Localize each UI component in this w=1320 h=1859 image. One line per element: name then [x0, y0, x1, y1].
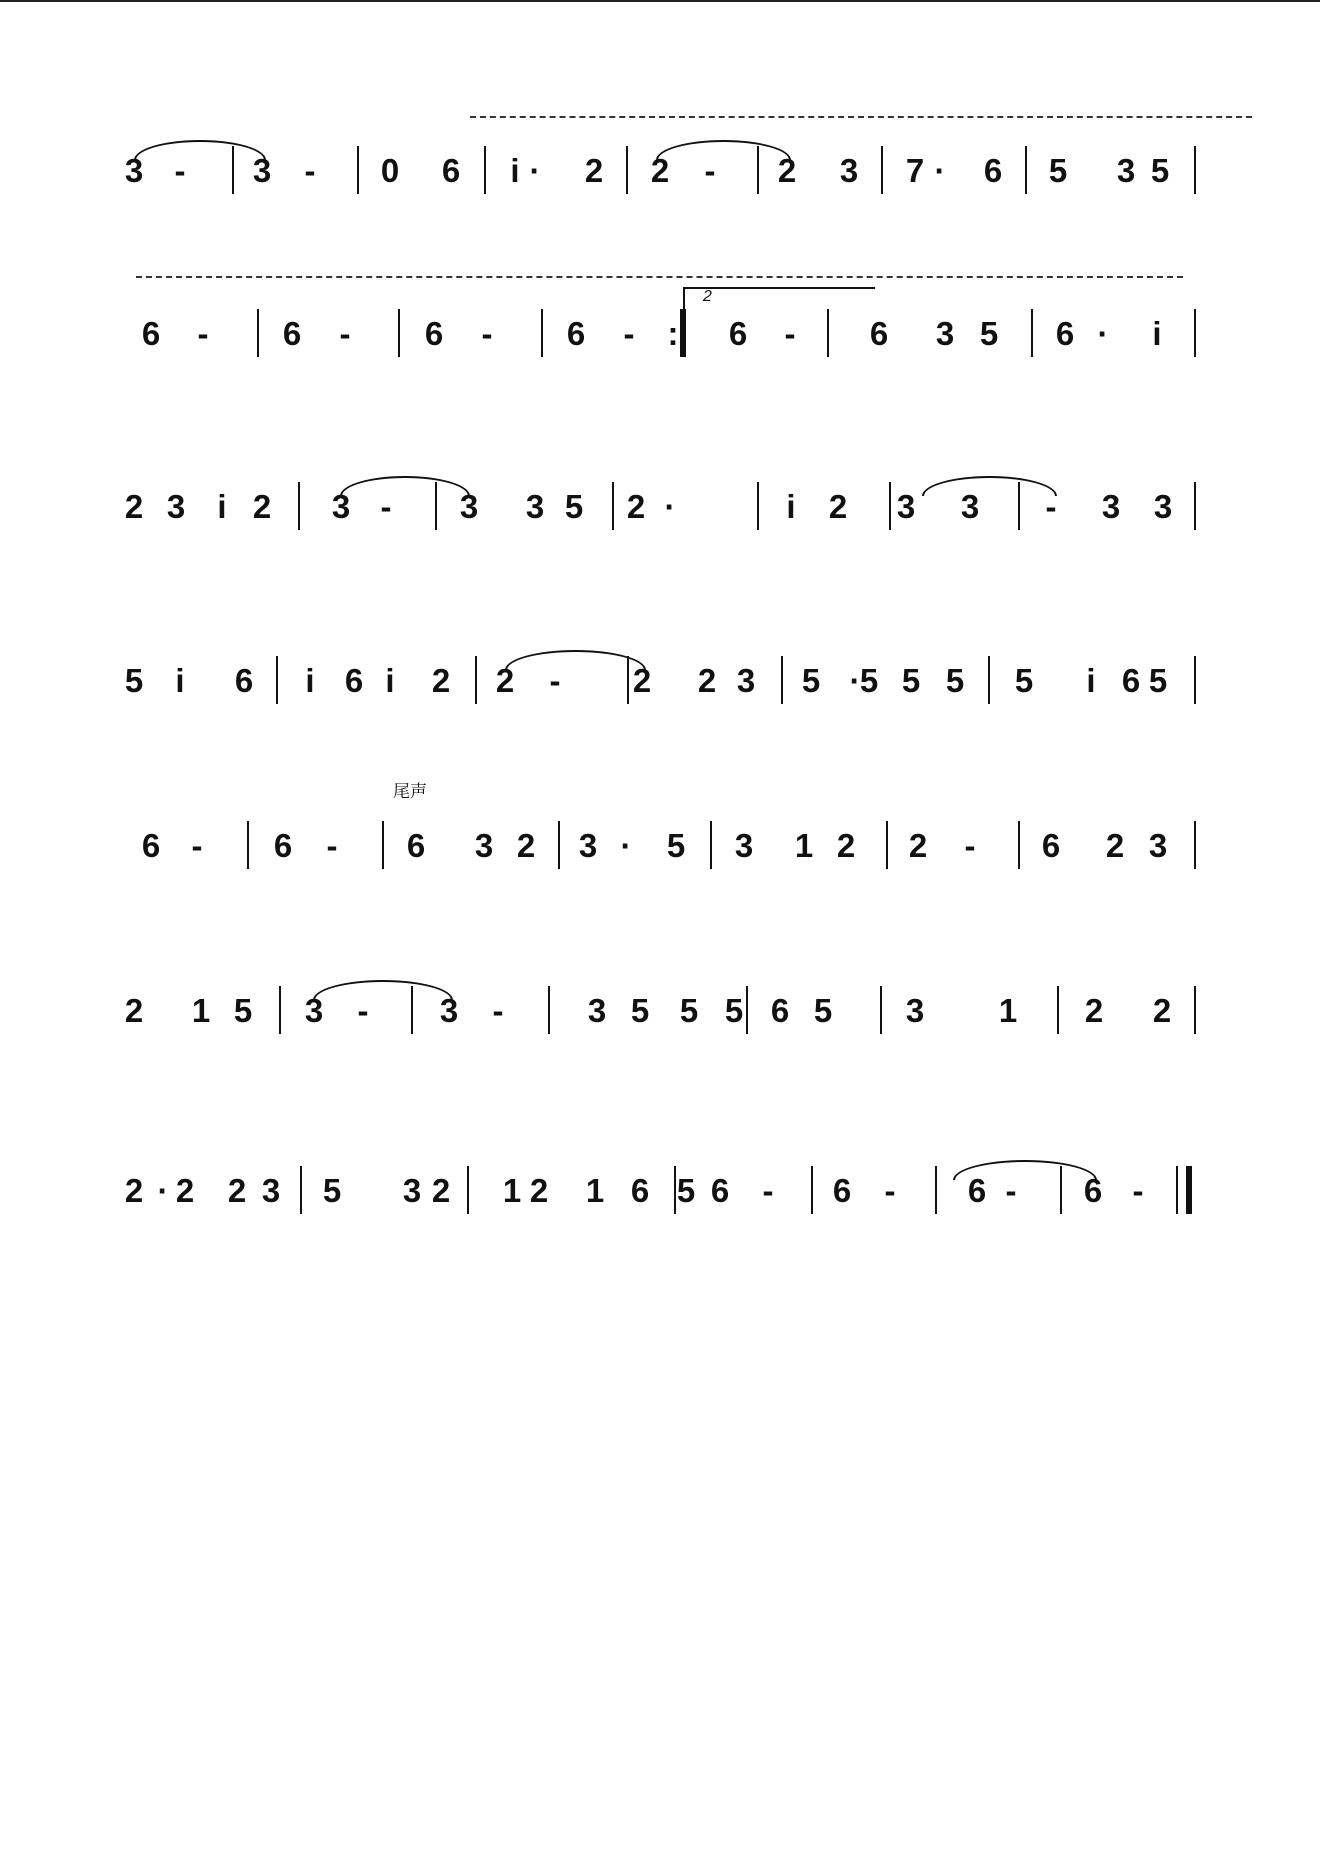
note: 6	[273, 827, 293, 864]
note: 2	[777, 152, 797, 189]
note: 2	[124, 992, 144, 1029]
score-system	[0, 490, 1320, 570]
barline	[247, 821, 249, 869]
barline	[1057, 986, 1059, 1034]
note: i	[510, 152, 520, 189]
note: 2	[252, 488, 272, 525]
note: -	[481, 315, 493, 352]
note: -	[191, 827, 203, 864]
note: 2	[431, 1172, 451, 1209]
note: 6	[728, 315, 748, 352]
note: 2	[1084, 992, 1104, 1029]
note: -	[1005, 1172, 1017, 1209]
barline	[467, 1166, 469, 1214]
note: 2	[495, 662, 515, 699]
dashed-extension-line	[470, 116, 1252, 118]
note: i	[217, 488, 227, 525]
barline	[674, 1166, 676, 1214]
note: 2	[1152, 992, 1172, 1029]
note: -	[1132, 1172, 1144, 1209]
barline	[1194, 482, 1196, 530]
note: 1	[998, 992, 1018, 1029]
barline	[276, 656, 278, 704]
note: 2	[908, 827, 928, 864]
note: 3	[578, 827, 598, 864]
score-system	[0, 994, 1320, 1074]
note: 5	[979, 315, 999, 352]
note: 6	[566, 315, 586, 352]
final-barline-thick	[1186, 1166, 1192, 1214]
note: 3	[1101, 488, 1121, 525]
note: 3	[252, 152, 272, 189]
section-label: 尾声	[393, 782, 427, 802]
note: -	[623, 315, 635, 352]
score-system	[0, 664, 1320, 744]
note: 3	[587, 992, 607, 1029]
note: 6	[441, 152, 461, 189]
note: 3	[935, 315, 955, 352]
barline	[279, 986, 281, 1034]
note: 2	[516, 827, 536, 864]
note: 3	[166, 488, 186, 525]
note: 6	[630, 1172, 650, 1209]
barline	[988, 656, 990, 704]
barline	[298, 482, 300, 530]
note: -	[964, 827, 976, 864]
note: 2	[529, 1172, 549, 1209]
note: -	[357, 992, 369, 1029]
note: 3	[896, 488, 916, 525]
note: i	[1152, 315, 1162, 352]
tie-slur	[922, 476, 1057, 496]
note: 2	[1105, 827, 1125, 864]
note: 5	[1048, 152, 1068, 189]
note: 6	[344, 662, 364, 699]
note: 5	[945, 662, 965, 699]
tie-slur	[953, 1160, 1097, 1180]
note: -	[326, 827, 338, 864]
note: 6	[832, 1172, 852, 1209]
note: 3	[331, 488, 351, 525]
note: 3	[304, 992, 324, 1029]
note: 5	[666, 827, 686, 864]
barline	[757, 482, 759, 530]
note: 6	[1041, 827, 1061, 864]
note: 5	[630, 992, 650, 1029]
note: ·	[1097, 315, 1109, 352]
note: 2	[828, 488, 848, 525]
tie-slur	[505, 650, 646, 670]
note: 5	[564, 488, 584, 525]
note: 2	[836, 827, 856, 864]
note: 6	[710, 1172, 730, 1209]
barline	[881, 146, 883, 194]
note: 5	[859, 662, 879, 699]
barline	[935, 1166, 937, 1214]
note: 2	[124, 488, 144, 525]
note: :	[667, 315, 679, 352]
note: 2	[431, 662, 451, 699]
tie-slur	[656, 140, 791, 160]
note: 3	[459, 488, 479, 525]
note: 3	[1148, 827, 1168, 864]
note: -	[784, 315, 796, 352]
note: 1	[502, 1172, 522, 1209]
barline	[781, 656, 783, 704]
note: 3	[1153, 488, 1173, 525]
note: 0	[380, 152, 400, 189]
note: -	[1045, 488, 1057, 525]
page-top-border	[0, 0, 1320, 2]
note: 6	[1121, 662, 1141, 699]
note: 5	[813, 992, 833, 1029]
volta-number: 2	[703, 288, 712, 305]
note: 2	[632, 662, 652, 699]
note: 2	[626, 488, 646, 525]
barline	[1194, 821, 1196, 869]
note: 5	[676, 1172, 696, 1209]
note: -	[492, 992, 504, 1029]
note: 3	[474, 827, 494, 864]
note: 5	[901, 662, 921, 699]
note: ·	[157, 1172, 169, 1209]
note: -	[197, 315, 209, 352]
note: -	[704, 152, 716, 189]
note: 3	[734, 827, 754, 864]
note: 1	[191, 992, 211, 1029]
note: ·	[849, 662, 861, 699]
barline	[880, 986, 882, 1034]
note: 2	[124, 1172, 144, 1209]
barline	[257, 309, 259, 357]
note: 5	[1014, 662, 1034, 699]
score-system	[0, 154, 1320, 234]
barline	[382, 821, 384, 869]
note: 6	[1083, 1172, 1103, 1209]
note: 5	[1148, 662, 1168, 699]
note: 6	[141, 827, 161, 864]
note: 3	[960, 488, 980, 525]
note: 3	[439, 992, 459, 1029]
barline	[889, 482, 891, 530]
note: 2	[650, 152, 670, 189]
note: 3	[1116, 152, 1136, 189]
note: 6	[141, 315, 161, 352]
note: 5	[1150, 152, 1170, 189]
barline	[710, 821, 712, 869]
barline	[1194, 309, 1196, 357]
dashed-extension-line	[136, 276, 1183, 278]
note: i	[385, 662, 395, 699]
barline	[1194, 986, 1196, 1034]
note: i	[1086, 662, 1096, 699]
barline	[541, 309, 543, 357]
barline	[1018, 821, 1020, 869]
barline	[300, 1166, 302, 1214]
barline	[1025, 146, 1027, 194]
note: 3	[124, 152, 144, 189]
note: 5	[724, 992, 744, 1029]
note: 6	[1055, 315, 1075, 352]
note: 1	[794, 827, 814, 864]
barline	[357, 146, 359, 194]
note: 5	[679, 992, 699, 1029]
note: 1	[585, 1172, 605, 1209]
note: 2	[697, 662, 717, 699]
note: 6	[282, 315, 302, 352]
note: 6	[967, 1172, 987, 1209]
note: -	[380, 488, 392, 525]
tie-slur	[134, 140, 266, 160]
note: -	[174, 152, 186, 189]
note: 6	[424, 315, 444, 352]
note: 5	[322, 1172, 342, 1209]
barline	[1194, 656, 1196, 704]
note: i	[786, 488, 796, 525]
barline	[475, 656, 477, 704]
note: ·	[664, 488, 676, 525]
score-system	[0, 829, 1320, 909]
note: 3	[261, 1172, 281, 1209]
note: 2	[584, 152, 604, 189]
barline	[626, 146, 628, 194]
barline	[548, 986, 550, 1034]
note: 6	[406, 827, 426, 864]
note: -	[762, 1172, 774, 1209]
tie-slur	[313, 980, 453, 1000]
note: 6	[983, 152, 1003, 189]
barline	[484, 146, 486, 194]
note: -	[339, 315, 351, 352]
note: 5	[124, 662, 144, 699]
note: 2	[227, 1172, 247, 1209]
score-system	[0, 1174, 1320, 1254]
final-barline-thin	[1176, 1166, 1178, 1214]
barline	[886, 821, 888, 869]
note: 5	[233, 992, 253, 1029]
score-system	[0, 317, 1320, 397]
note: -	[884, 1172, 896, 1209]
barline	[811, 1166, 813, 1214]
note: 6	[770, 992, 790, 1029]
note: ·	[934, 152, 946, 189]
note: 5	[801, 662, 821, 699]
note: 3	[839, 152, 859, 189]
barline	[612, 482, 614, 530]
note: 6	[234, 662, 254, 699]
note: 3	[905, 992, 925, 1029]
note: i	[175, 662, 185, 699]
note: 3	[525, 488, 545, 525]
note: -	[304, 152, 316, 189]
barline	[1031, 309, 1033, 357]
note: ·	[620, 827, 632, 864]
note: 7	[905, 152, 925, 189]
barline	[398, 309, 400, 357]
barline	[1194, 146, 1196, 194]
tie-slur	[340, 476, 470, 496]
note: i	[305, 662, 315, 699]
note: 6	[869, 315, 889, 352]
barline	[746, 986, 748, 1034]
note: ·	[529, 152, 541, 189]
note: 2	[175, 1172, 195, 1209]
barline	[558, 821, 560, 869]
repeat-end-bar	[680, 309, 686, 357]
note: 3	[402, 1172, 422, 1209]
note: -	[549, 662, 561, 699]
note: 3	[736, 662, 756, 699]
